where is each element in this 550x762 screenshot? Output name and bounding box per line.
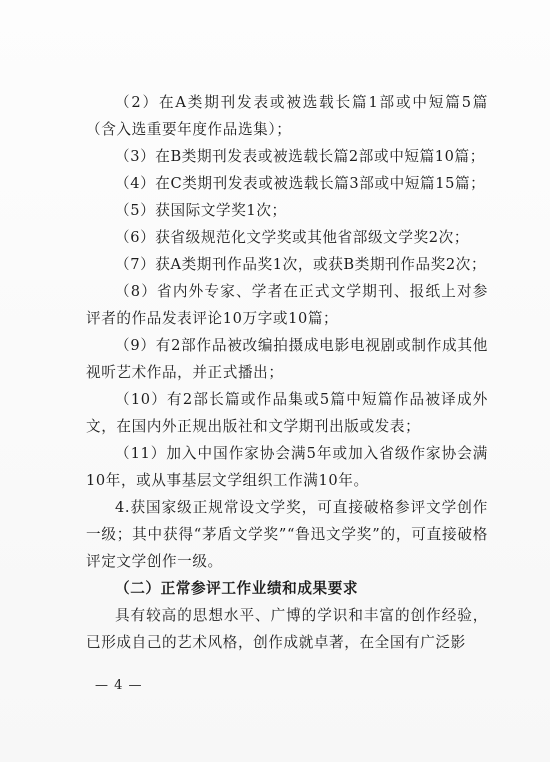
list-item: （2）在A类期刊发表或被选载长篇1部或中短篇5篇（含入选重要年度作品选集）； xyxy=(86,94,488,138)
list-item: （6）获省级规范化文学奖或其他省部级文学奖2次； xyxy=(115,229,470,246)
body-paragraph: 具有较高的思想水平、广博的学识和丰富的创作经验，已形成自己的艺术风格，创作成就卓著，在全国有广泛影 xyxy=(86,607,488,651)
list-item: （5）获国际文学奖1次； xyxy=(115,202,287,219)
list-item: （3）在B类期刊发表或被选载长篇2部或中短篇10篇； xyxy=(115,148,485,165)
list-item: （7）获A类期刊作品奖1次，或获B类期刊作品奖2次； xyxy=(115,256,487,273)
list-item: （9）有2部作品被改编拍摄成电影电视剧或制作成其他视听艺术作品，并正式播出； xyxy=(86,337,488,381)
numbered-point: 4.获国家级正规常设文学奖，可直接破格参评文学创作一级；其中获得“茅盾文学奖”“鲁迅文学奖”的，可直接破格评定文学创作一级。 xyxy=(86,499,488,570)
page-number: — 4 — xyxy=(95,678,143,693)
document-body xyxy=(86,89,488,656)
list-item: （4）在C类期刊发表或被选载长篇3部或中短篇15篇； xyxy=(115,175,486,192)
list-item: （8）省内外专家、学者在正式文学期刊、报纸上对参评者的作品发表评论10万字或10篇； xyxy=(86,283,488,327)
section-heading: （二）正常参评工作业绩和成果要求 xyxy=(115,580,359,597)
list-item: （10）有2部长篇或作品集或5篇中短篇作品被译成外文，在国内外正规出版社和文学期刊出版或发表； xyxy=(86,391,488,435)
list-item: （11）加入中国作家协会满5年或加入省级作家协会满10年，或从事基层文学组织工作满10年。 xyxy=(86,445,488,489)
